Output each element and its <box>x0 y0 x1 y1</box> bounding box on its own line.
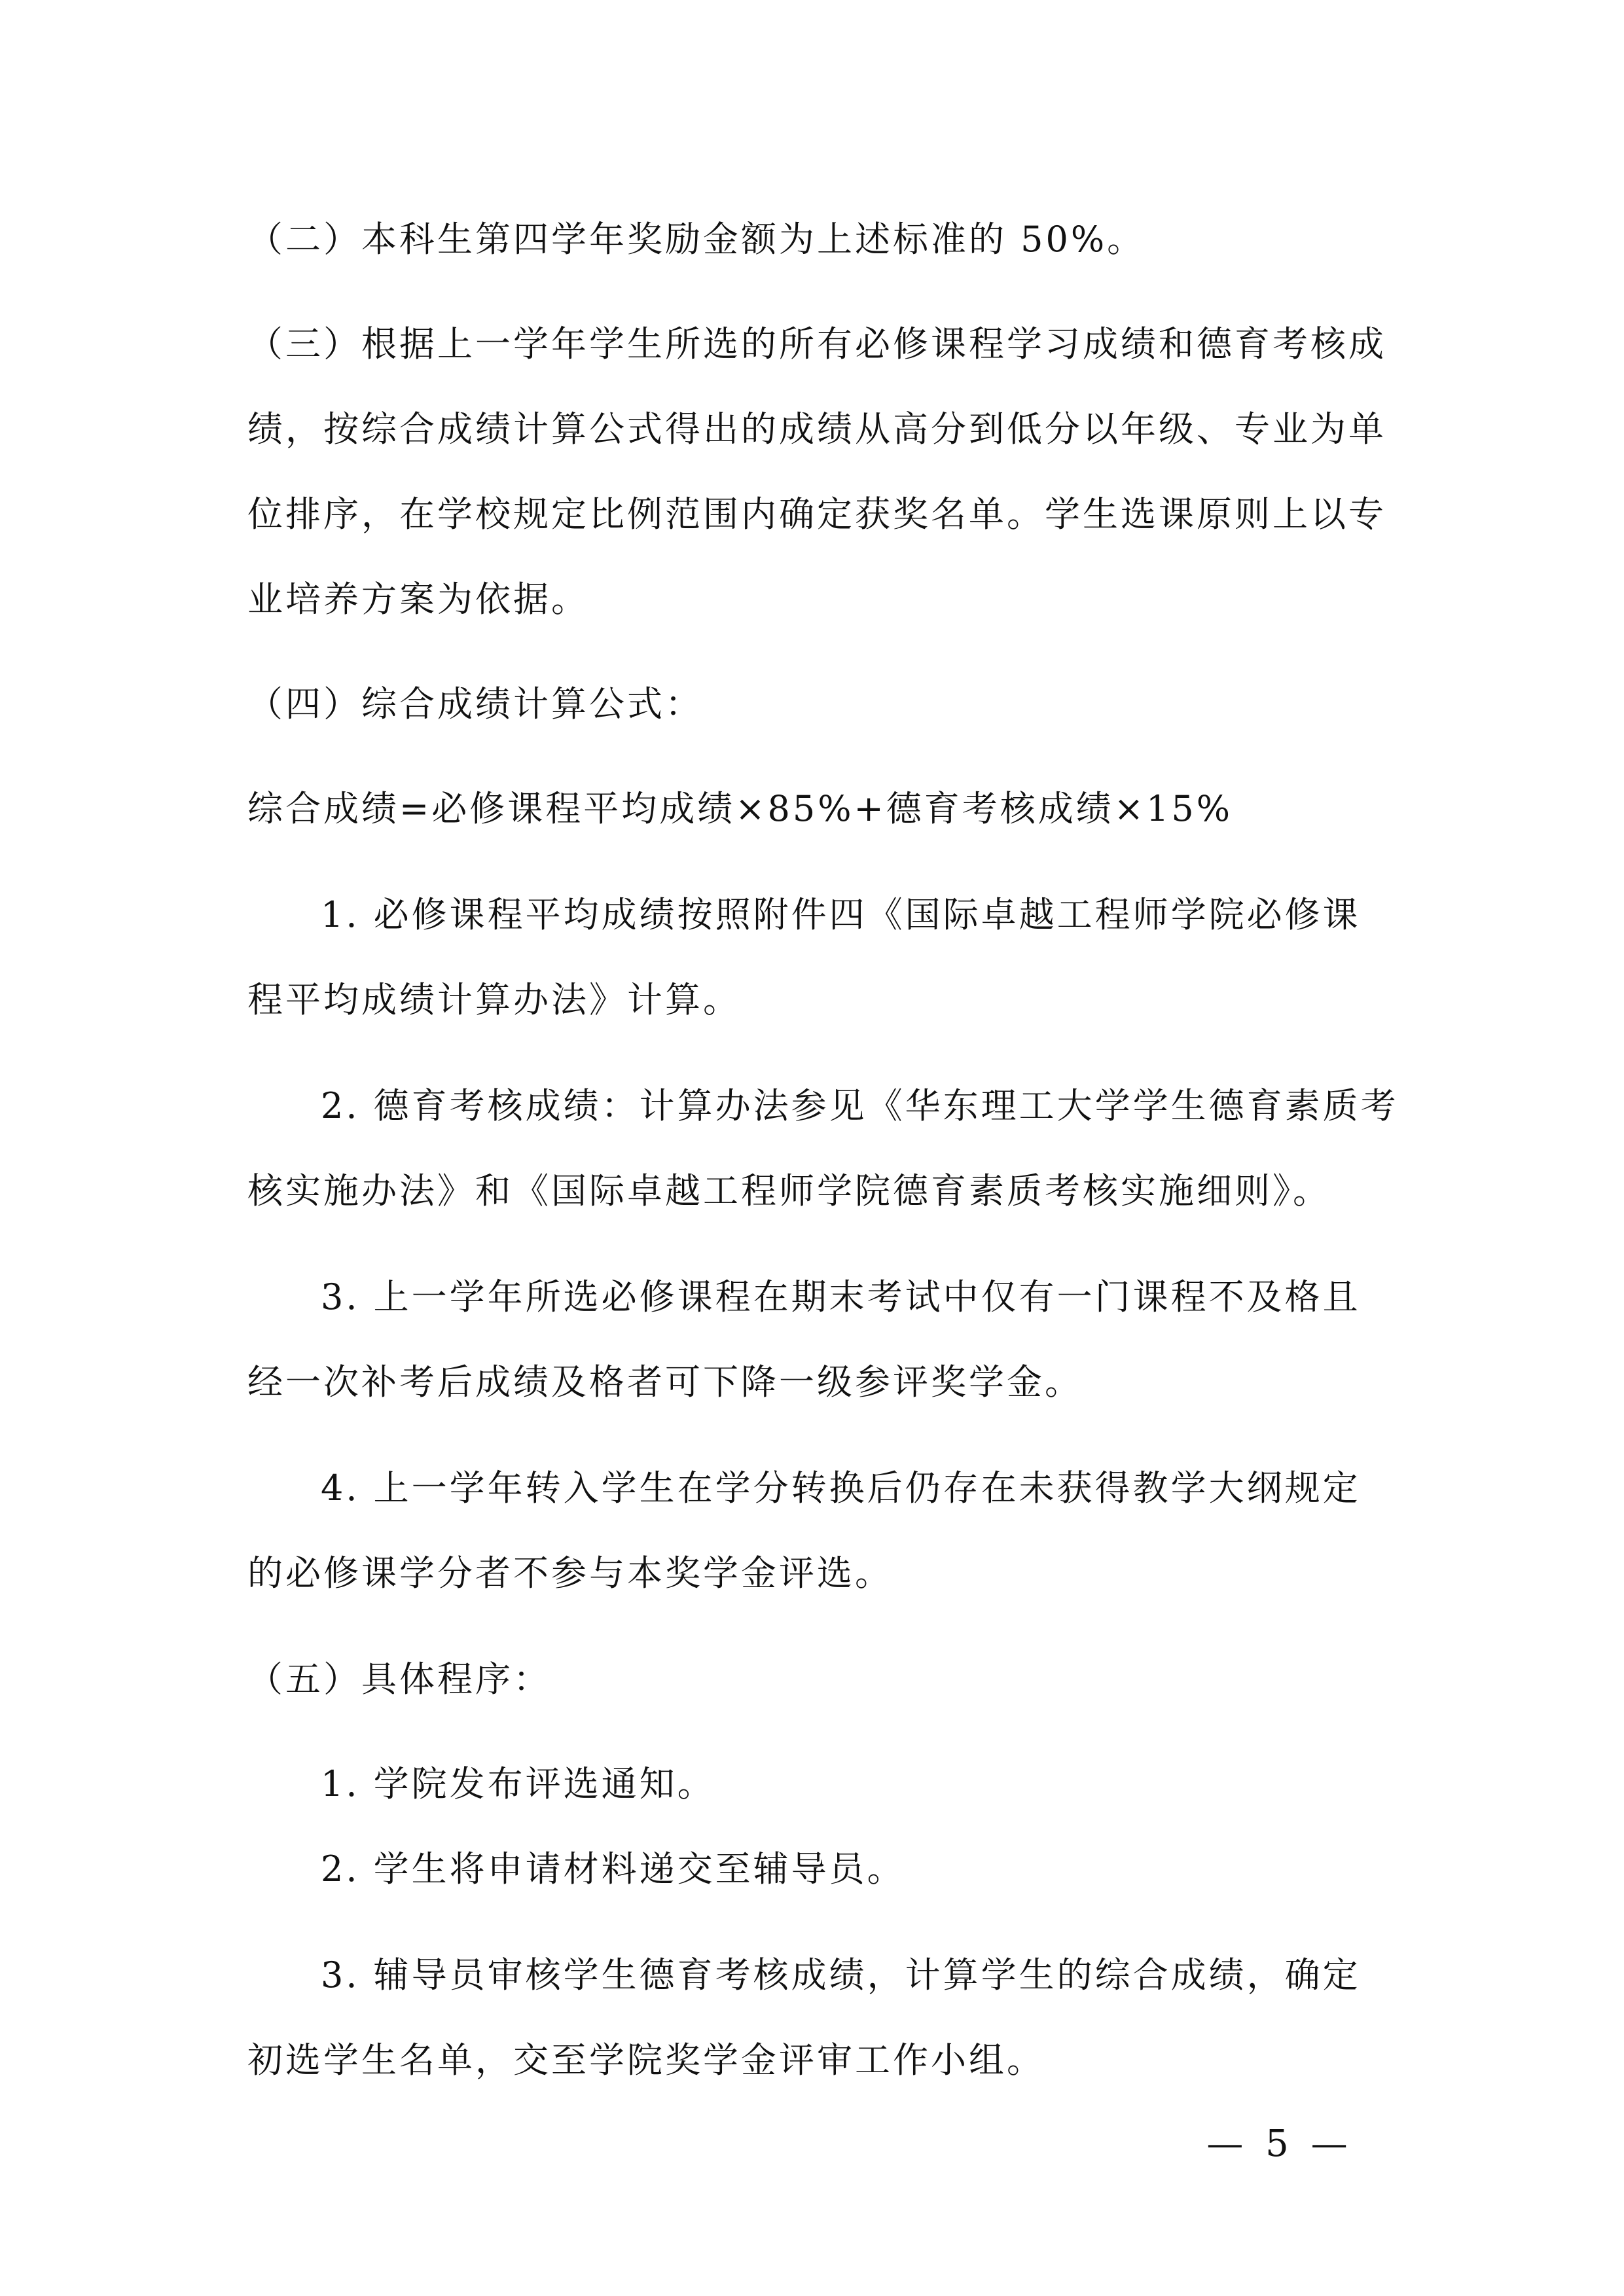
paragraph-line: 位排序，在学校规定比例范围内确定获奖名单。学生选课原则上以专 <box>247 493 1386 535</box>
paragraph-line: 4. 上一学年转入学生在学分转换后仍存在未获得教学大纲规定 <box>321 1467 1361 1509</box>
paragraph-line: 绩，按综合成绩计算公式得出的成绩从高分到低分以年级、专业为单 <box>247 408 1386 450</box>
formula-line: 综合成绩=必修课程平均成绩×85%+德育考核成绩×15% <box>247 788 1233 829</box>
paragraph-line: 初选学生名单，交至学院奖学金评审工作小组。 <box>247 2039 1045 2081</box>
paragraph-line: 3. 上一学年所选必修课程在期末考试中仅有一门课程不及格且 <box>321 1276 1361 1318</box>
paragraph-line: （五）具体程序： <box>247 1659 551 1700</box>
paragraph-line: 业培养方案为依据。 <box>247 579 589 620</box>
paragraph-line: （四）综合成绩计算公式： <box>247 683 703 725</box>
paragraph-line: 1. 必修课程平均成绩按照附件四《国际卓越工程师学院必修课 <box>321 894 1361 935</box>
paragraph-line: 经一次补考后成绩及格者可下降一级参评奖学金。 <box>247 1361 1083 1403</box>
list-item: 2. 学生将申请材料递交至辅导员。 <box>321 1848 905 1890</box>
paragraph-line: 核实施办法》和《国际卓越工程师学院德育素质考核实施细则》。 <box>247 1170 1331 1211</box>
paragraph-line: （二）本科生第四学年奖励金额为上述标准的 50%。 <box>247 219 1146 260</box>
paragraph-line: 3. 辅导员审核学生德育考核成绩，计算学生的综合成绩，确定 <box>321 1954 1361 1996</box>
paragraph-line: 2. 德育考核成绩：计算办法参见《华东理工大学学生德育素质考 <box>321 1085 1399 1126</box>
paragraph-line: 程平均成绩计算办法》计算。 <box>247 979 741 1020</box>
page-number: — 5 — <box>1206 2123 1353 2165</box>
paragraph-line: 的必修课学分者不参与本奖学金评选。 <box>247 1552 893 1594</box>
list-item: 1. 学院发布评选通知。 <box>321 1763 715 1804</box>
paragraph-line: （三）根据上一学年学生所选的所有必修课程学习成绩和德育考核成 <box>247 323 1386 365</box>
